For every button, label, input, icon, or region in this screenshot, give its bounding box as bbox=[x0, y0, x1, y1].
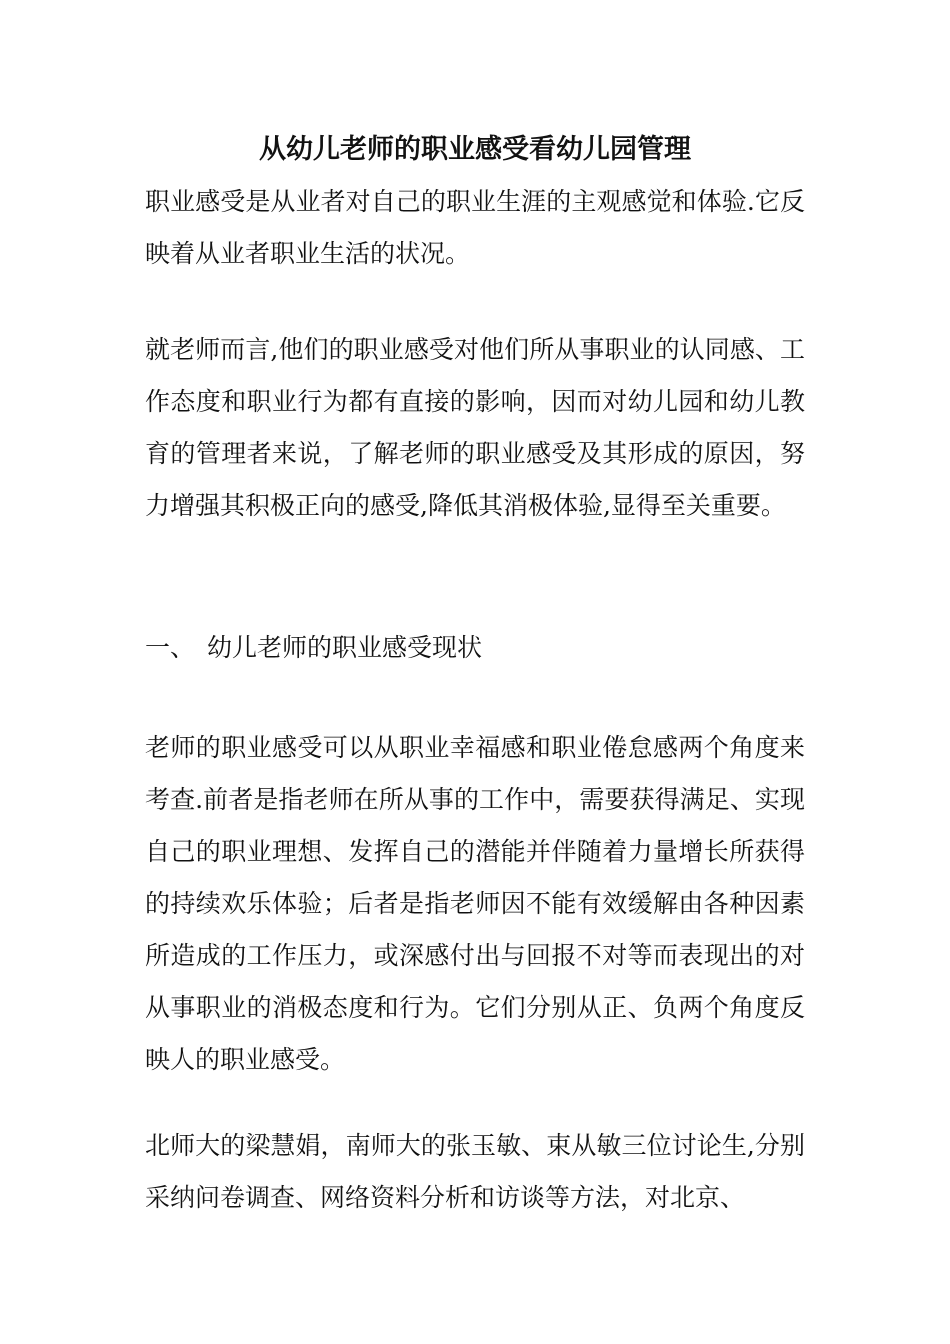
section-heading-number: 一、 bbox=[145, 633, 196, 662]
paragraph-importance: 就老师而言,他们的职业感受对他们所从事职业的认同感、工作态度和职业行为都有直接的影响，因而对幼儿园和幼儿教育的管理者来说，了解老师的职业感受及其形成的原因，努力增强其积极正向的感受,降低其消极体验,显得至关重要。 bbox=[145, 335, 805, 520]
paragraph-intro: 职业感受是从业者对自己的职业生涯的主观感觉和体验.它反映着从业者职业生活的状况。 bbox=[145, 187, 805, 268]
document-title: 从幼儿老师的职业感受看幼儿园管理 bbox=[259, 134, 691, 165]
section-heading bbox=[145, 622, 805, 674]
paragraph-research: 北师大的梁慧娟，南师大的张玉敏、束从敏三位讨论生,分别采纳问卷调查、网络资料分析和访谈等方法，对北京、 bbox=[145, 1131, 805, 1212]
paragraph-definitions: 老师的职业感受可以从职业幸福感和职业倦怠感两个角度来考查.前者是指老师在所从事的工作中，需要获得满足、实现自己的职业理想、发挥自己的潜能并伴随着力量增长所获得的持续欢乐体验；后者是指老师因不能有效缓解由各种因素所造成的工作压力，或深感付出与回报不对等而表现出的对从事职业的消极态度和行为。它们分别从正、负两个角度反映人的职业感受。 bbox=[145, 733, 805, 1074]
section-heading-text: 幼儿老师的职业感受现状 bbox=[207, 633, 483, 662]
